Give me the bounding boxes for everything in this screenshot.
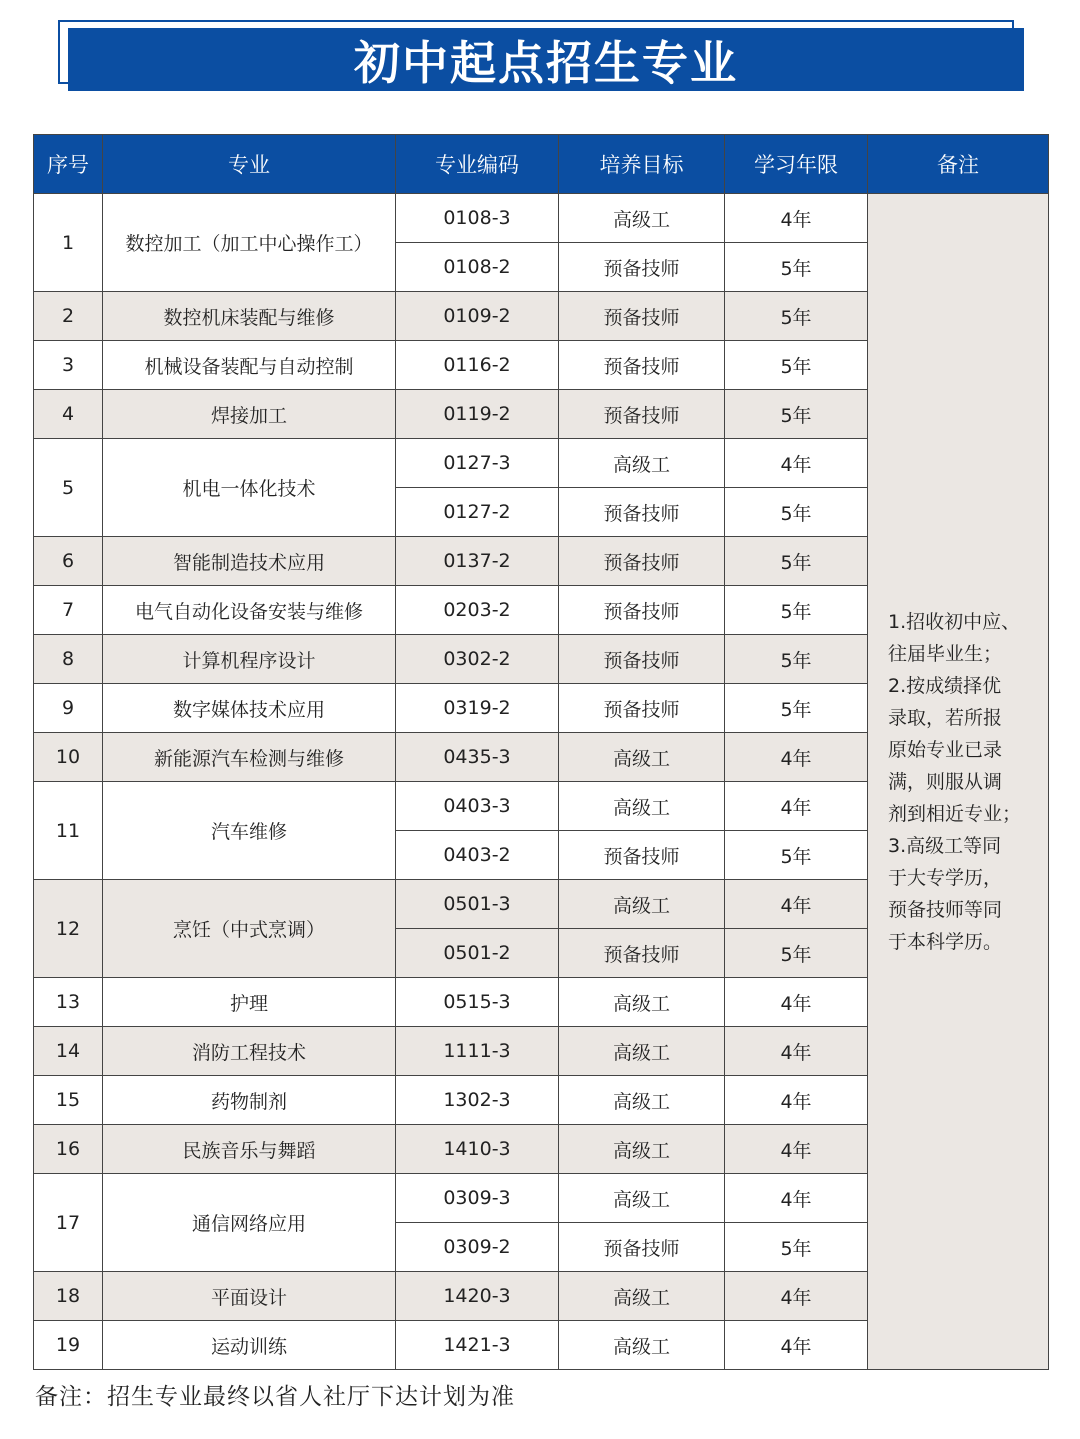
cell-major-name: 通信网络应用 (103, 1174, 396, 1272)
remarks-cell (868, 194, 1049, 1370)
header-major: 专业 (103, 135, 396, 194)
remark-line: 往届毕业生； (888, 642, 1003, 665)
cell-years: 4年 (725, 1027, 868, 1076)
remark-line: 3.高级工等同 (888, 834, 1002, 857)
cell-years: 4年 (725, 1076, 868, 1125)
cell-major-name: 数控加工（加工中心操作工） (103, 194, 396, 292)
cell-goal: 高级工 (559, 1272, 725, 1321)
cell-code: 1421-3 (396, 1321, 559, 1370)
remark-line: 于本科学历。 (888, 930, 1003, 953)
cell-goal: 高级工 (559, 1027, 725, 1076)
remark-line: 2.按成绩择优 (888, 674, 1002, 697)
cell-years: 5年 (725, 537, 868, 586)
cell-major-name: 机电一体化技术 (103, 439, 396, 537)
cell-code: 0403-2 (396, 831, 559, 880)
cell-index: 14 (34, 1027, 103, 1076)
cell-years: 4年 (725, 194, 868, 243)
cell-goal: 高级工 (559, 1076, 725, 1125)
cell-years: 4年 (725, 1174, 868, 1223)
cell-code: 0435-3 (396, 733, 559, 782)
cell-years: 5年 (725, 488, 868, 537)
cell-major-name: 智能制造技术应用 (103, 537, 396, 586)
table-body (34, 194, 1049, 1370)
cell-index: 1 (34, 194, 103, 292)
cell-goal: 预备技师 (559, 635, 725, 684)
cell-goal: 预备技师 (559, 929, 725, 978)
cell-index: 19 (34, 1321, 103, 1370)
cell-years: 4年 (725, 782, 868, 831)
cell-major-name: 新能源汽车检测与维修 (103, 733, 396, 782)
majors-table (33, 134, 1049, 1370)
remark-line: 于大专学历， (888, 866, 1003, 889)
header-years: 学习年限 (725, 135, 868, 194)
cell-years: 5年 (725, 243, 868, 292)
cell-index: 6 (34, 537, 103, 586)
cell-goal: 预备技师 (559, 831, 725, 880)
cell-code: 0108-3 (396, 194, 559, 243)
cell-goal: 高级工 (559, 1125, 725, 1174)
cell-years: 4年 (725, 733, 868, 782)
cell-code: 1302-3 (396, 1076, 559, 1125)
cell-index: 8 (34, 635, 103, 684)
cell-goal: 预备技师 (559, 243, 725, 292)
cell-years: 5年 (725, 1223, 868, 1272)
cell-index: 12 (34, 880, 103, 978)
cell-code: 0501-2 (396, 929, 559, 978)
cell-code: 0302-2 (396, 635, 559, 684)
cell-index: 10 (34, 733, 103, 782)
cell-goal: 高级工 (559, 194, 725, 243)
remark-line: 原始专业已录 (888, 738, 1003, 761)
cell-major-name: 计算机程序设计 (103, 635, 396, 684)
remark-line: 1.招收初中应、 (888, 610, 1021, 633)
header-code: 专业编码 (396, 135, 559, 194)
cell-major-name: 平面设计 (103, 1272, 396, 1321)
cell-code: 0116-2 (396, 341, 559, 390)
cell-years: 5年 (725, 929, 868, 978)
remark-line: 预备技师等同 (888, 898, 1003, 921)
remark-line: 录取，若所报 (888, 706, 1003, 729)
cell-goal: 预备技师 (559, 1223, 725, 1272)
cell-code: 1420-3 (396, 1272, 559, 1321)
cell-index: 15 (34, 1076, 103, 1125)
footer-note: 备注：招生专业最终以省人社厅下达计划为准 (35, 1384, 515, 1410)
header-goal: 培养目标 (559, 135, 725, 194)
table-row (34, 194, 1049, 243)
cell-major-name: 药物制剂 (103, 1076, 396, 1125)
cell-major-name: 烹饪（中式烹调） (103, 880, 396, 978)
cell-index: 17 (34, 1174, 103, 1272)
cell-years: 5年 (725, 586, 868, 635)
cell-years: 5年 (725, 390, 868, 439)
cell-goal: 预备技师 (559, 684, 725, 733)
cell-years: 4年 (725, 978, 868, 1027)
cell-code: 0127-3 (396, 439, 559, 488)
cell-years: 4年 (725, 1272, 868, 1321)
cell-goal: 预备技师 (559, 390, 725, 439)
cell-index: 3 (34, 341, 103, 390)
cell-major-name: 民族音乐与舞蹈 (103, 1125, 396, 1174)
cell-years: 5年 (725, 684, 868, 733)
cell-index: 2 (34, 292, 103, 341)
cell-code: 0319-2 (396, 684, 559, 733)
cell-major-name: 数字媒体技术应用 (103, 684, 396, 733)
cell-code: 0109-2 (396, 292, 559, 341)
cell-code: 0501-3 (396, 880, 559, 929)
cell-code: 0119-2 (396, 390, 559, 439)
page-title: 初中起点招生专业 (354, 35, 738, 90)
cell-years: 5年 (725, 635, 868, 684)
cell-code: 0127-2 (396, 488, 559, 537)
cell-goal: 预备技师 (559, 537, 725, 586)
cell-index: 9 (34, 684, 103, 733)
cell-major-name: 护理 (103, 978, 396, 1027)
cell-years: 4年 (725, 1321, 868, 1370)
cell-goal: 高级工 (559, 439, 725, 488)
cell-major-name: 焊接加工 (103, 390, 396, 439)
cell-code: 0403-3 (396, 782, 559, 831)
title-banner (68, 28, 1024, 91)
cell-code: 0108-2 (396, 243, 559, 292)
cell-code: 0203-2 (396, 586, 559, 635)
cell-years: 4年 (725, 880, 868, 929)
cell-major-name: 汽车维修 (103, 782, 396, 880)
cell-index: 16 (34, 1125, 103, 1174)
cell-years: 5年 (725, 292, 868, 341)
cell-code: 0309-3 (396, 1174, 559, 1223)
cell-index: 7 (34, 586, 103, 635)
cell-goal: 高级工 (559, 782, 725, 831)
cell-major-name: 消防工程技术 (103, 1027, 396, 1076)
table-header-row (34, 135, 1049, 194)
cell-code: 0137-2 (396, 537, 559, 586)
remark-line: 剂到相近专业； (888, 802, 1022, 825)
header-remarks: 备注 (868, 135, 1049, 194)
cell-major-name: 运动训练 (103, 1321, 396, 1370)
cell-major-name: 电气自动化设备安装与维修 (103, 586, 396, 635)
cell-goal: 高级工 (559, 978, 725, 1027)
cell-goal: 预备技师 (559, 292, 725, 341)
cell-goal: 高级工 (559, 1174, 725, 1223)
cell-index: 4 (34, 390, 103, 439)
remark-line: 满，则服从调 (888, 770, 1003, 793)
cell-major-name: 机械设备装配与自动控制 (103, 341, 396, 390)
cell-goal: 高级工 (559, 1321, 725, 1370)
cell-major-name: 数控机床装配与维修 (103, 292, 396, 341)
cell-years: 4年 (725, 439, 868, 488)
cell-goal: 高级工 (559, 733, 725, 782)
cell-code: 1410-3 (396, 1125, 559, 1174)
cell-code: 1111-3 (396, 1027, 559, 1076)
cell-index: 11 (34, 782, 103, 880)
cell-index: 18 (34, 1272, 103, 1321)
cell-code: 0309-2 (396, 1223, 559, 1272)
cell-goal: 预备技师 (559, 586, 725, 635)
cell-goal: 预备技师 (559, 488, 725, 537)
cell-goal: 预备技师 (559, 341, 725, 390)
cell-goal: 高级工 (559, 880, 725, 929)
cell-code: 0515-3 (396, 978, 559, 1027)
cell-years: 5年 (725, 341, 868, 390)
cell-index: 5 (34, 439, 103, 537)
cell-index: 13 (34, 978, 103, 1027)
header-index: 序号 (34, 135, 103, 194)
cell-years: 5年 (725, 831, 868, 880)
cell-years: 4年 (725, 1125, 868, 1174)
